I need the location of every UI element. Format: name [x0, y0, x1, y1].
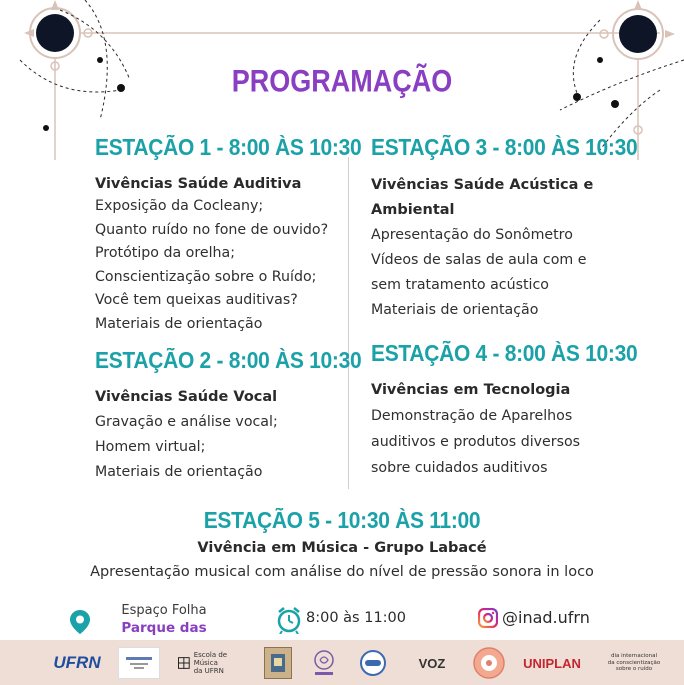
safo-logo [358, 647, 388, 679]
station-4-items [371, 403, 637, 481]
list-item: Materiais de orientação [371, 302, 539, 318]
list-item: Demonstração de Aparelhos [371, 408, 573, 424]
lap-emblem-icon [311, 648, 337, 678]
station-5-heading: ESTAÇÃO 5 - 10:30 ÀS 11:00 [203, 508, 481, 534]
ufrn-logo: UFRN [53, 653, 101, 672]
list-item: sem tratamento acústico [371, 277, 549, 293]
uniplan-logo: UNIPLAN [523, 655, 581, 671]
list-item: Homem virtual; [95, 439, 206, 455]
list-item: Materiais de orientação [95, 315, 263, 332]
station-4 [371, 341, 637, 481]
list-item: auditivos e produtos diversos [371, 434, 581, 450]
labace-emblem-icon [472, 646, 506, 680]
book-logo [264, 647, 292, 679]
department-logo [118, 647, 160, 679]
location-pin-icon [70, 610, 90, 634]
station-1-subtitle: Vivências Saúde Auditiva [95, 176, 302, 192]
list-item: sobre cuidados auditivos [371, 460, 548, 476]
instagram-handle[interactable]: @inad.ufrn [502, 608, 590, 627]
labacé-logo [470, 647, 508, 679]
station-1-heading: ESTAÇÃO 1 - 8:00 ÀS 10:30 [95, 135, 362, 161]
list-item: Apresentação do Sonômetro [371, 227, 573, 243]
list-item: Você tem queixas auditivas? [95, 292, 298, 308]
station-5-description: Apresentação musical com análise do nível de pressão sonora in loco [90, 564, 594, 580]
grid-icon [178, 657, 190, 669]
alarm-clock-icon [277, 606, 301, 634]
station-2 [95, 348, 361, 485]
instagram-icon [478, 608, 498, 628]
list-item: Gravação e análise vocal; [95, 414, 278, 430]
page-title: PROGRAMAÇÃO [231, 63, 453, 99]
station-2-heading: ESTAÇÃO 2 - 8:00 ÀS 10:30 [95, 348, 362, 374]
escola-musica-logo: Escola de Música da UFRN [178, 647, 252, 679]
station-3-subtitle [371, 173, 637, 223]
station-3-heading: ESTAÇÃO 3 - 8:00 ÀS 10:30 [371, 135, 638, 161]
event-info [0, 600, 684, 640]
list-item: Protótipo da orelha; [95, 245, 235, 261]
location-venue: Espaço Folha [121, 603, 207, 618]
station-4-subtitle: Vivências em Tecnologia [371, 382, 571, 398]
station-5-subtitle: Vivência em Música - Grupo Labacé [197, 540, 487, 556]
station-4-heading: ESTAÇÃO 4 - 8:00 ÀS 10:30 [371, 341, 638, 367]
station-3-items [371, 223, 637, 323]
station-3 [371, 135, 637, 323]
lap-ufrn-logo [310, 647, 338, 679]
list-item: Quanto ruído no fone de ouvido? [95, 221, 329, 238]
dia-internacional-logo: dia internacional da conscientização sobre o ruído [607, 653, 661, 673]
safo-emblem-icon [359, 649, 387, 677]
list-item: Materiais de orientação [95, 464, 263, 480]
list-item: Conscientização sobre o Ruído; [95, 268, 317, 285]
list-item: Exposição da Cocleany; [95, 198, 264, 214]
sponsor-logos [0, 640, 684, 685]
station-1 [95, 135, 361, 336]
station-1-items [95, 195, 361, 336]
event-time: 8:00 às 11:00 [306, 610, 407, 626]
list-item: Vídeos de salas de aula com e [371, 252, 587, 268]
station-3-subtitle-line2: Ambiental [371, 202, 455, 218]
location-place: Parque das [121, 620, 207, 636]
station-2-subtitle: Vivências Saúde Vocal [95, 389, 278, 405]
department-emblem-icon [124, 653, 154, 673]
voz-logo: VOZ [418, 655, 446, 671]
station-3-subtitle-line1: Vivências Saúde Acústica e [371, 177, 594, 193]
station-5 [0, 508, 684, 584]
station-2-items [95, 410, 361, 485]
book-emblem-icon [269, 652, 287, 674]
